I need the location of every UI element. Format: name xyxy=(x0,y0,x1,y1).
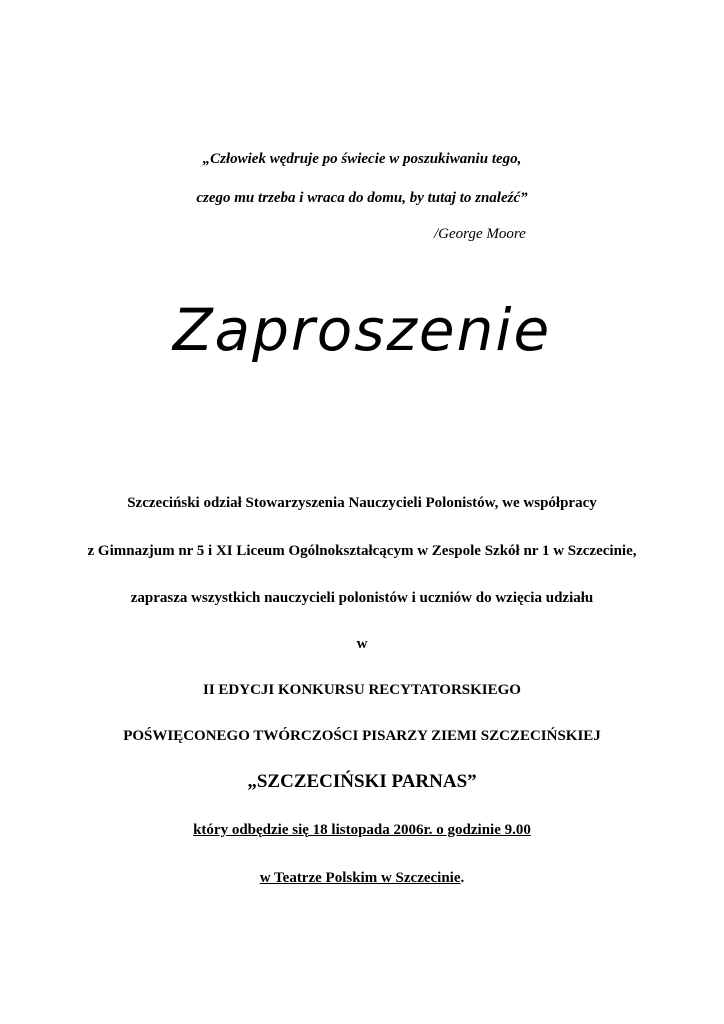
body-line-partner-schools: z Gimnazjum nr 5 i XI Liceum Ogólnokształcącym w Zespole Szkół nr 1 w Szczecinie, xyxy=(87,543,637,559)
contest-date-text: który odbędzie się 18 listopada 2006r. o godzinie 9.00 xyxy=(193,822,531,838)
body-line-invitation: zaprasza wszystkich nauczycieli polonistów i uczniów do wzięcia udziału xyxy=(130,590,594,606)
body-line-organizer: Szczeciński odział Stowarzyszenia Nauczycieli Polonistów, we współpracy xyxy=(127,495,597,511)
contest-theme: POŚWIĘCONEGO TWÓRCZOŚCI PISARZY ZIEMI SZCZECIŃSKIEJ xyxy=(123,728,601,744)
page-title: Zaproszenie xyxy=(172,296,552,364)
contest-venue-text: w Teatrze Polskim w Szczecinie xyxy=(259,870,461,886)
contest-edition: II EDYCJI KONKURSU RECYTATORSKIEGO xyxy=(203,682,521,698)
contest-venue-period: . xyxy=(460,870,465,886)
body-line-preposition: w xyxy=(356,636,368,652)
quote-author: /George Moore xyxy=(434,226,526,242)
contest-venue xyxy=(0,870,724,887)
quote-line-1: „Człowiek wędruje po świecie w poszukiwaniu tego, xyxy=(202,151,522,167)
quote-line-2: czego mu trzeba i wraca do domu, by tutaj to znaleźć” xyxy=(196,190,528,206)
contest-name: „SZCZECIŃSKI PARNAS” xyxy=(247,771,477,792)
contest-date xyxy=(0,822,724,839)
